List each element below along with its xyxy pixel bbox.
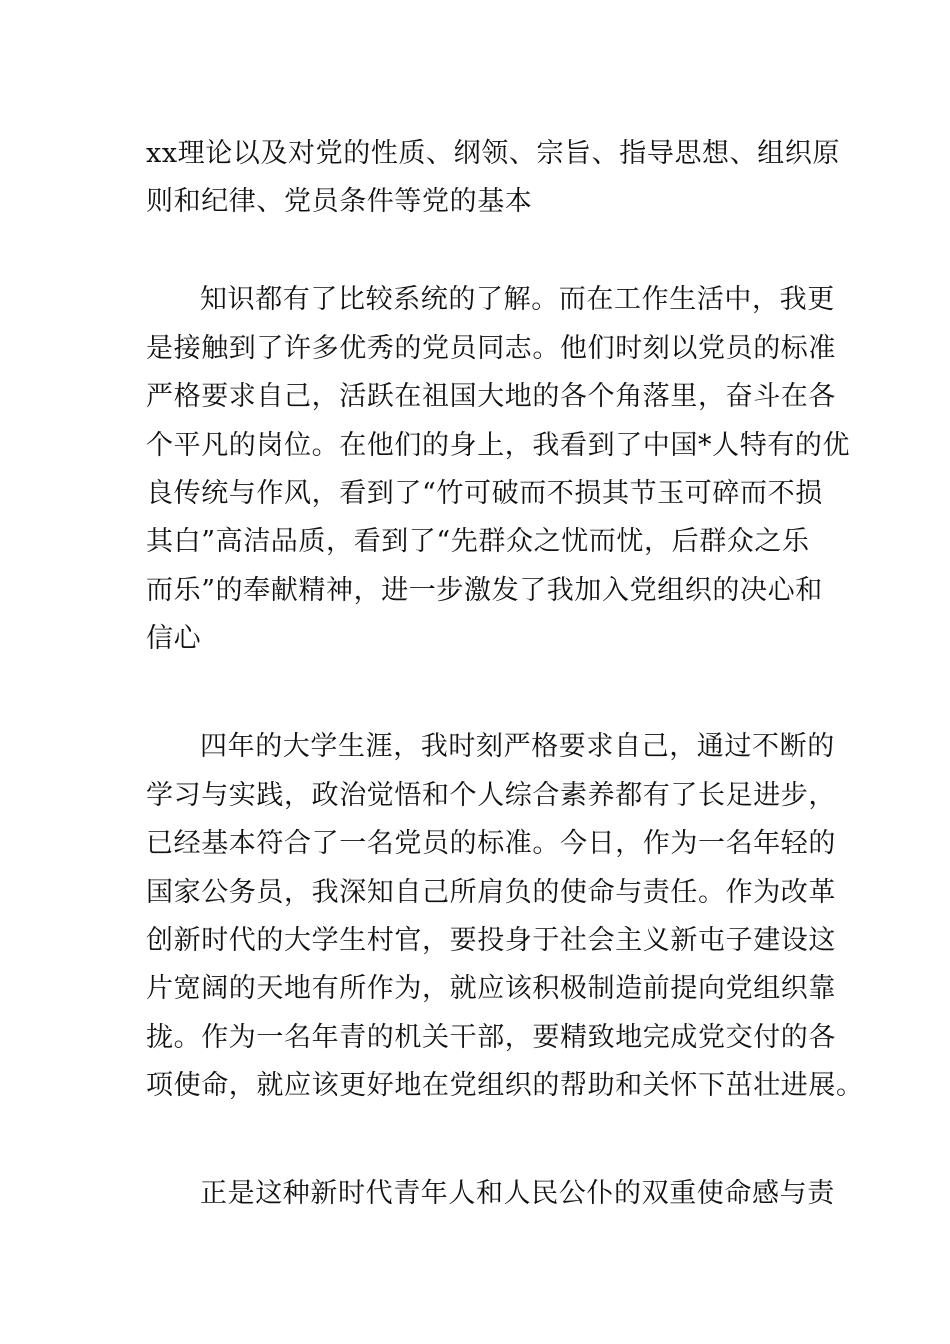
paragraph-3-line-6: 片宽阔的天地有所作为，就应该积极制造前提向党组织靠 [146,973,836,1004]
paragraph-2-line-8: 信心 [146,623,202,654]
paragraph-2-line-5: 良传统与作风，看到了“竹可破而不损其节玉可碎而不损 [146,478,823,509]
paragraph-3-line-4: 国家公务员，我深知自己所肩负的使命与责任。作为改革 [146,877,836,908]
paragraph-2-line-4: 个平凡的岗位。在他们的身上，我看到了中国*人特有的优 [146,430,851,461]
paragraph-4-line-1: 正是这种新时代青年人和人民公仆的双重使命感与责 [200,1178,835,1209]
paragraph-3-line-1: 四年的大学生涯，我时刻严格要求自己，通过不断的 [200,731,835,762]
paragraph-2-line-7: 而乐”的奉献精神，进一步激发了我加入党组织的决心和 [146,575,823,606]
paragraph-3-line-3: 已经基本符合了一名党员的标准。今日，作为一名年轻的 [146,828,836,859]
paragraph-2-line-3: 严格要求自己，活跃在祖国大地的各个角落里，奋斗在各 [146,381,836,412]
paragraph-2-line-1: 知识都有了比较系统的了解。而在工作生活中，我更 [200,284,835,315]
paragraph-1-line-2: 则和纪律、党员条件等党的基本 [146,186,533,217]
paragraph-2-line-6: 其白”高洁品质，看到了“先群众之忧而忧，后群众之乐 [146,526,810,557]
paragraph-3-line-7: 拢。作为一名年青的机关干部，要精致地完成党交付的各 [146,1022,836,1053]
paragraph-3-line-2: 学习与实践，政治觉悟和个人综合素养都有了长足进步， [146,780,836,811]
paragraph-3-line-8: 项使命，就应该更好地在党组织的帮助和关怀下茁壮进展。 [146,1070,864,1101]
paragraph-3-line-5: 创新时代的大学生村官，要投身于社会主义新屯子建设这 [146,925,836,956]
paragraph-2-line-2: 是接触到了许多优秀的党员同志。他们时刻以党员的标准 [146,333,836,364]
paragraph-1-line-1: xx理论以及对党的性质、纲领、宗旨、指导思想、组织原 [146,138,841,169]
